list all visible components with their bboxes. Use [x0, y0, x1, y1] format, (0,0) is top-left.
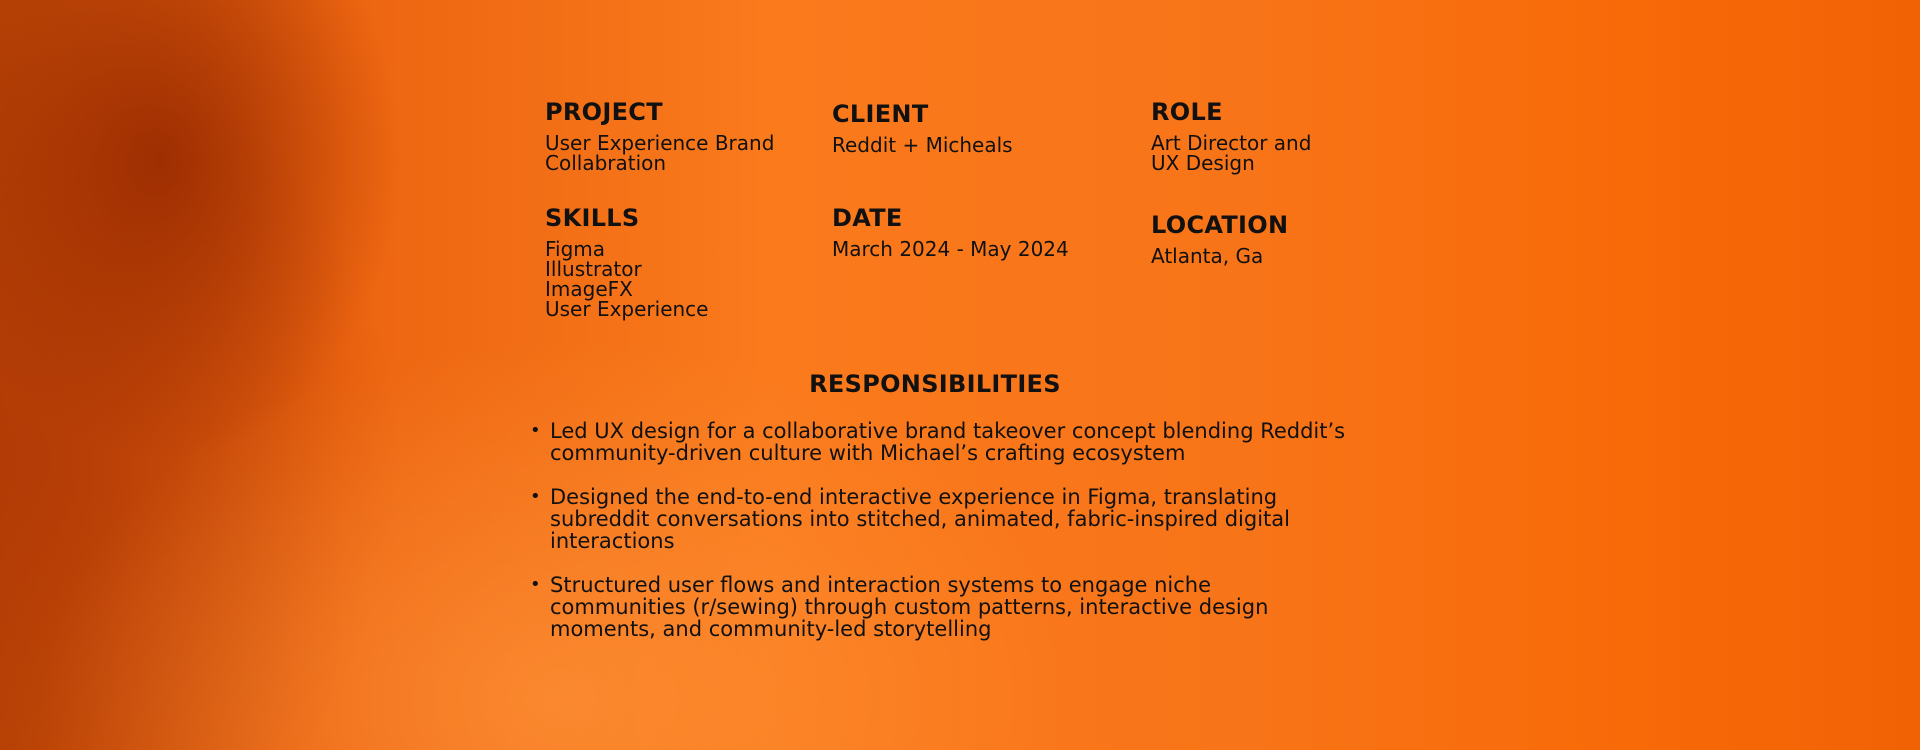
responsibility-text: Designed the end-to-end interactive experience in Figma, translating subreddit conversations into stitched, animated, fabric-inspired digital interactions: [550, 485, 1290, 553]
role-section: [1151, 98, 1401, 173]
skill-item: Figma: [545, 237, 606, 261]
location-section: [1151, 211, 1401, 266]
skill-item: ImageFX: [545, 277, 633, 301]
bullet-icon: •: [530, 420, 541, 441]
skill-item: User Experience: [545, 297, 709, 321]
project-text: User Experience Brand Collabration: [545, 131, 775, 175]
role-heading: ROLE: [1151, 98, 1223, 126]
responsibilities-heading: RESPONSIBILITIES: [809, 370, 1061, 398]
responsibility-item: [530, 420, 1350, 464]
bullet-icon: •: [530, 574, 541, 595]
responsibility-text: Structured user flows and interaction systems to engage niche communities (r/sewing) through custom patterns, interactive design moments, and community-led storytelling: [550, 573, 1269, 641]
date-text: March 2024 - May 2024: [832, 237, 1069, 261]
location-text: Atlanta, Ga: [1151, 244, 1264, 268]
skill-item: Illustrator: [545, 257, 642, 281]
skills-section: [545, 204, 795, 319]
responsibility-text: Led UX design for a collaborative brand takeover concept blending Reddit’s community-driven culture with Michael’s crafting ecosystem: [550, 419, 1346, 465]
responsibility-item: [530, 574, 1350, 640]
responsibilities-list: [530, 420, 1350, 662]
client-section: [832, 100, 1092, 155]
date-heading: DATE: [832, 204, 903, 232]
location-heading: LOCATION: [1151, 211, 1289, 239]
project-section: [545, 98, 795, 173]
client-text: Reddit + Micheals: [832, 133, 1013, 157]
skills-list: [545, 239, 795, 319]
skills-heading: SKILLS: [545, 204, 640, 232]
bullet-icon: •: [530, 486, 541, 507]
project-heading: PROJECT: [545, 98, 663, 126]
date-section: [832, 204, 1132, 259]
role-text: Art Director and UX Design: [1151, 131, 1312, 175]
responsibility-item: [530, 486, 1350, 552]
client-heading: CLIENT: [832, 100, 929, 128]
